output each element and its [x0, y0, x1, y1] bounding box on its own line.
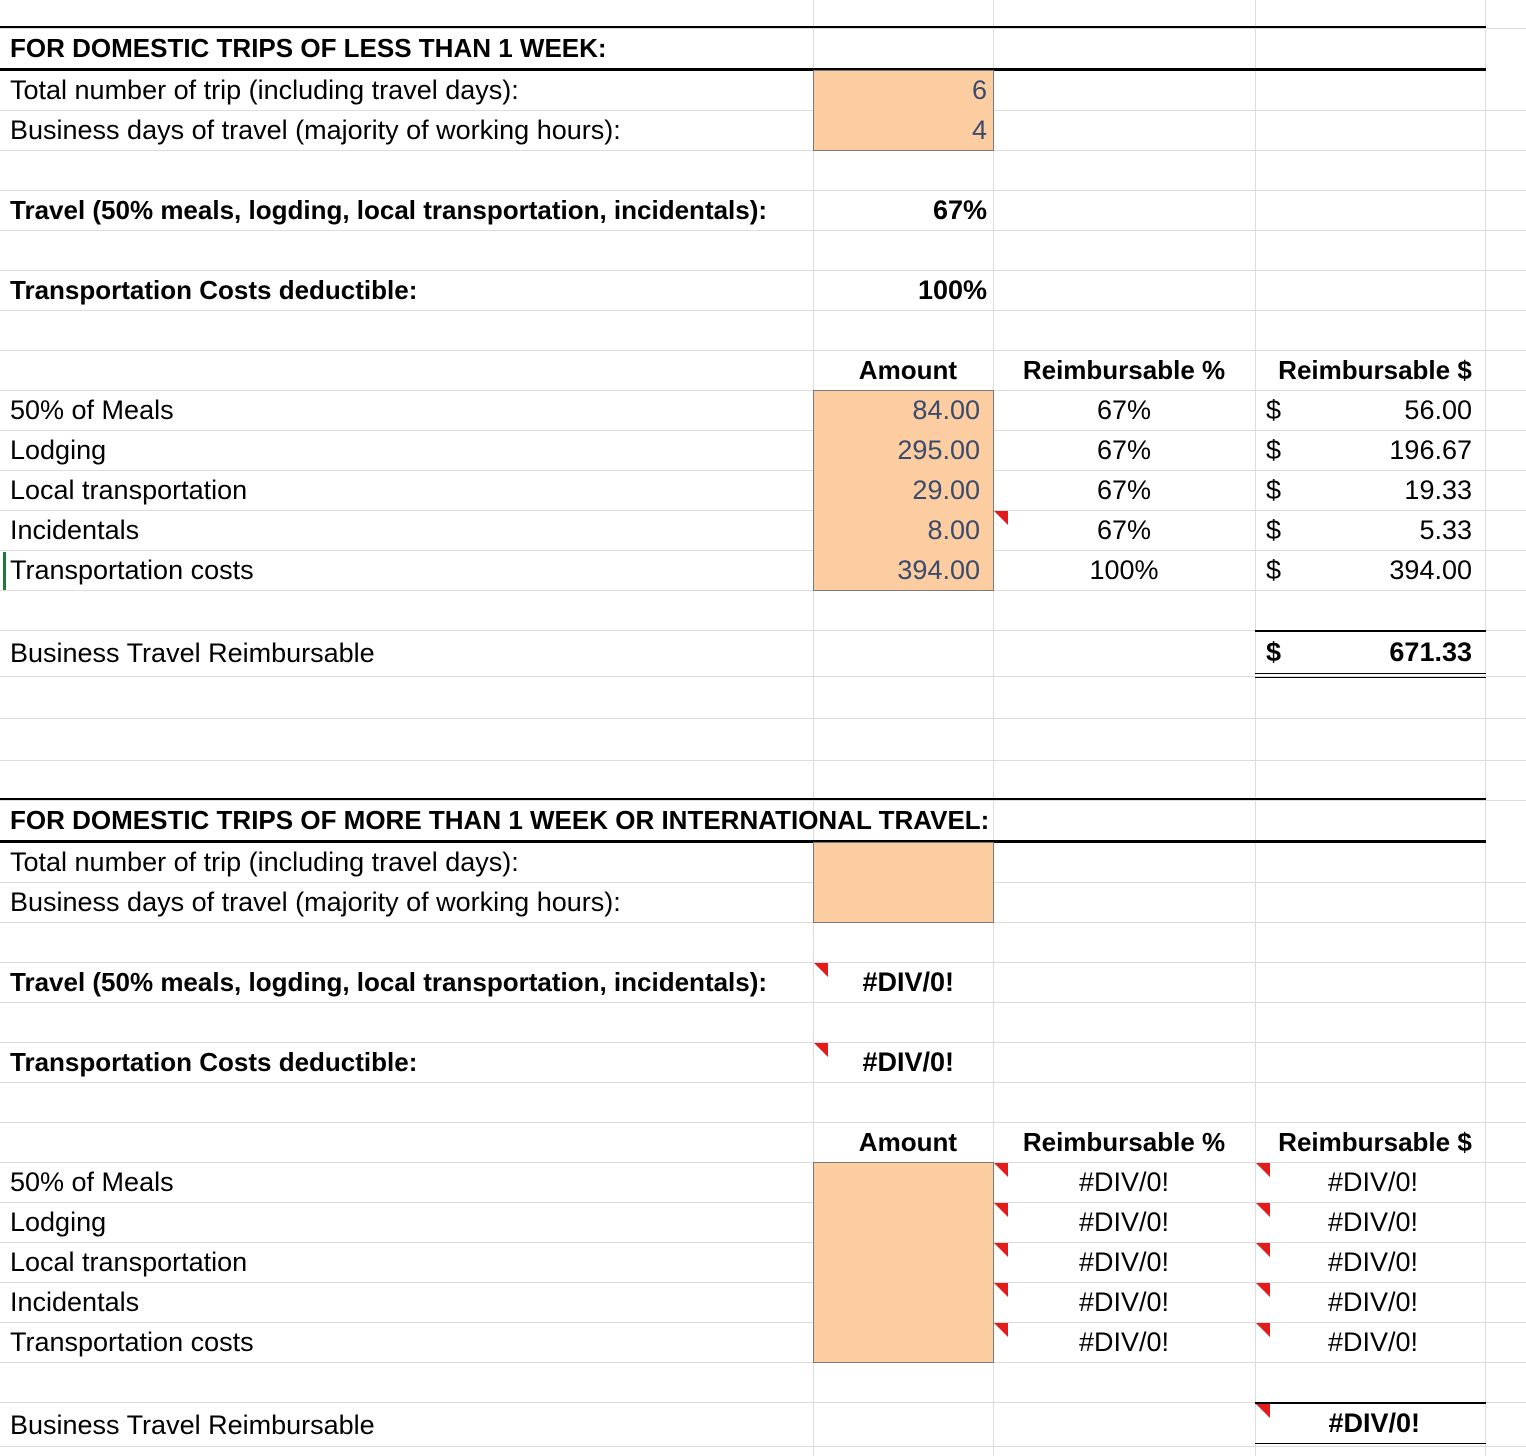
total-days-input[interactable]: 6 [971, 75, 987, 105]
col-amount-header: Amount [858, 355, 957, 385]
gridline [0, 390, 1526, 391]
total-double-underline [1255, 1443, 1486, 1444]
expense-amount-input[interactable]: 84.00 [912, 395, 980, 425]
reimbursable-pct: 100% [1089, 555, 1159, 585]
reimbursable-dollar: #DIV/0! [1327, 1247, 1418, 1277]
total-value: 671.33 [1389, 637, 1472, 667]
business-days-label: Business days of travel (majority of working hours): [10, 887, 621, 917]
total-currency: $ [1266, 637, 1282, 667]
transport-label: Transportation Costs deductible: [10, 1047, 418, 1077]
reimbursable-pct: #DIV/0! [1078, 1247, 1170, 1277]
col-pct-header: Reimbursable % [1022, 355, 1226, 385]
reimbursable-pct: 67% [1096, 515, 1152, 545]
total-double-underline [1255, 677, 1486, 678]
gridline [0, 1002, 1526, 1003]
travel-label: Travel (50% meals, logding, local transportation, incidentals): [10, 967, 768, 997]
section2-header: FOR DOMESTIC TRIPS OF MORE THAN 1 WEEK OR INTERNATIONAL TRAVEL: [10, 805, 990, 835]
expense-amount-input[interactable]: 394.00 [897, 555, 980, 585]
expense-label: Local transportation [10, 475, 248, 505]
reimbursable-pct: 67% [1096, 435, 1152, 465]
total-value: #DIV/0! [1328, 1408, 1420, 1438]
expense-label: 50% of Meals [10, 395, 174, 425]
gridline [0, 922, 1526, 923]
travel-pct: #DIV/0! [862, 967, 954, 997]
reimbursable-pct: 67% [1096, 475, 1152, 505]
expense-label: Lodging [10, 1207, 107, 1237]
currency-symbol: $ [1266, 555, 1282, 585]
gridline [0, 1362, 1526, 1363]
col-amount-header: Amount [858, 1127, 957, 1157]
expense-label: Lodging [10, 435, 107, 465]
currency-symbol: $ [1266, 435, 1282, 465]
reimbursable-dollar: #DIV/0! [1327, 1167, 1418, 1197]
business-days-label: Business days of travel (majority of working hours): [10, 115, 621, 145]
gridline [0, 150, 1526, 151]
reimbursable-dollar: #DIV/0! [1327, 1327, 1418, 1357]
transport-pct: #DIV/0! [862, 1047, 954, 1077]
gridline [0, 1082, 1526, 1083]
reimbursable-pct: 67% [1096, 395, 1152, 425]
col-dollar-header: Reimbursable $ [1278, 1127, 1472, 1157]
gridline [0, 430, 1526, 431]
gridline [1485, 0, 1486, 1456]
transport-pct: 100% [917, 275, 987, 305]
currency-symbol: $ [1266, 475, 1282, 505]
reimbursable-dollar: #DIV/0! [1327, 1207, 1418, 1237]
expense-label: Transportation costs [10, 555, 254, 585]
gridline [0, 1446, 1526, 1447]
travel-label: Travel (50% meals, logding, local transportation, incidentals): [10, 195, 768, 225]
col-dollar-header: Reimbursable $ [1278, 355, 1472, 385]
expense-label: Incidentals [10, 1287, 140, 1317]
reimbursable-dollar: #DIV/0! [1327, 1287, 1418, 1317]
gridline [0, 230, 1526, 231]
business-days-input[interactable]: 4 [971, 115, 987, 145]
expense-label: Transportation costs [10, 1327, 254, 1357]
expense-label: 50% of Meals [10, 1167, 174, 1197]
reimbursable-pct: #DIV/0! [1078, 1167, 1170, 1197]
reimbursable-dollar: 196.67 [1389, 435, 1472, 465]
expense-label: Local transportation [10, 1247, 248, 1277]
expense-label: Incidentals [10, 515, 140, 545]
active-cell-indicator [3, 552, 6, 590]
gridline [0, 590, 1526, 591]
amount-input-block[interactable] [813, 1162, 994, 1363]
expense-amount-input[interactable]: 295.00 [897, 435, 980, 465]
reimbursable-dollar: 394.00 [1389, 555, 1472, 585]
reimbursable-pct: #DIV/0! [1078, 1287, 1170, 1317]
travel-pct: 67% [932, 195, 987, 225]
total-double-underline [1255, 673, 1486, 674]
section1-header: FOR DOMESTIC TRIPS OF LESS THAN 1 WEEK: [10, 33, 607, 63]
gridline [0, 718, 1526, 719]
total-days-label: Total number of trip (including travel days): [10, 75, 519, 105]
currency-symbol: $ [1266, 395, 1282, 425]
col-pct-header: Reimbursable % [1022, 1127, 1226, 1157]
total-days-label: Total number of trip (including travel days): [10, 847, 519, 877]
currency-symbol: $ [1266, 515, 1282, 545]
reimbursable-pct: #DIV/0! [1078, 1327, 1170, 1357]
gridline [0, 310, 1526, 311]
expense-amount-input[interactable]: 8.00 [927, 515, 980, 545]
total-label: Business Travel Reimbursable [10, 638, 375, 668]
expense-amount-input[interactable]: 29.00 [912, 475, 980, 505]
reimbursable-pct: #DIV/0! [1078, 1207, 1170, 1237]
reimbursable-dollar: 19.33 [1404, 475, 1472, 505]
reimbursable-dollar: 56.00 [1404, 395, 1472, 425]
transport-label: Transportation Costs deductible: [10, 275, 418, 305]
gridline [0, 760, 1526, 761]
days-input-block[interactable] [813, 842, 994, 923]
reimbursable-dollar: 5.33 [1419, 515, 1472, 545]
gridline [0, 510, 1526, 511]
total-label: Business Travel Reimbursable [10, 1410, 375, 1440]
